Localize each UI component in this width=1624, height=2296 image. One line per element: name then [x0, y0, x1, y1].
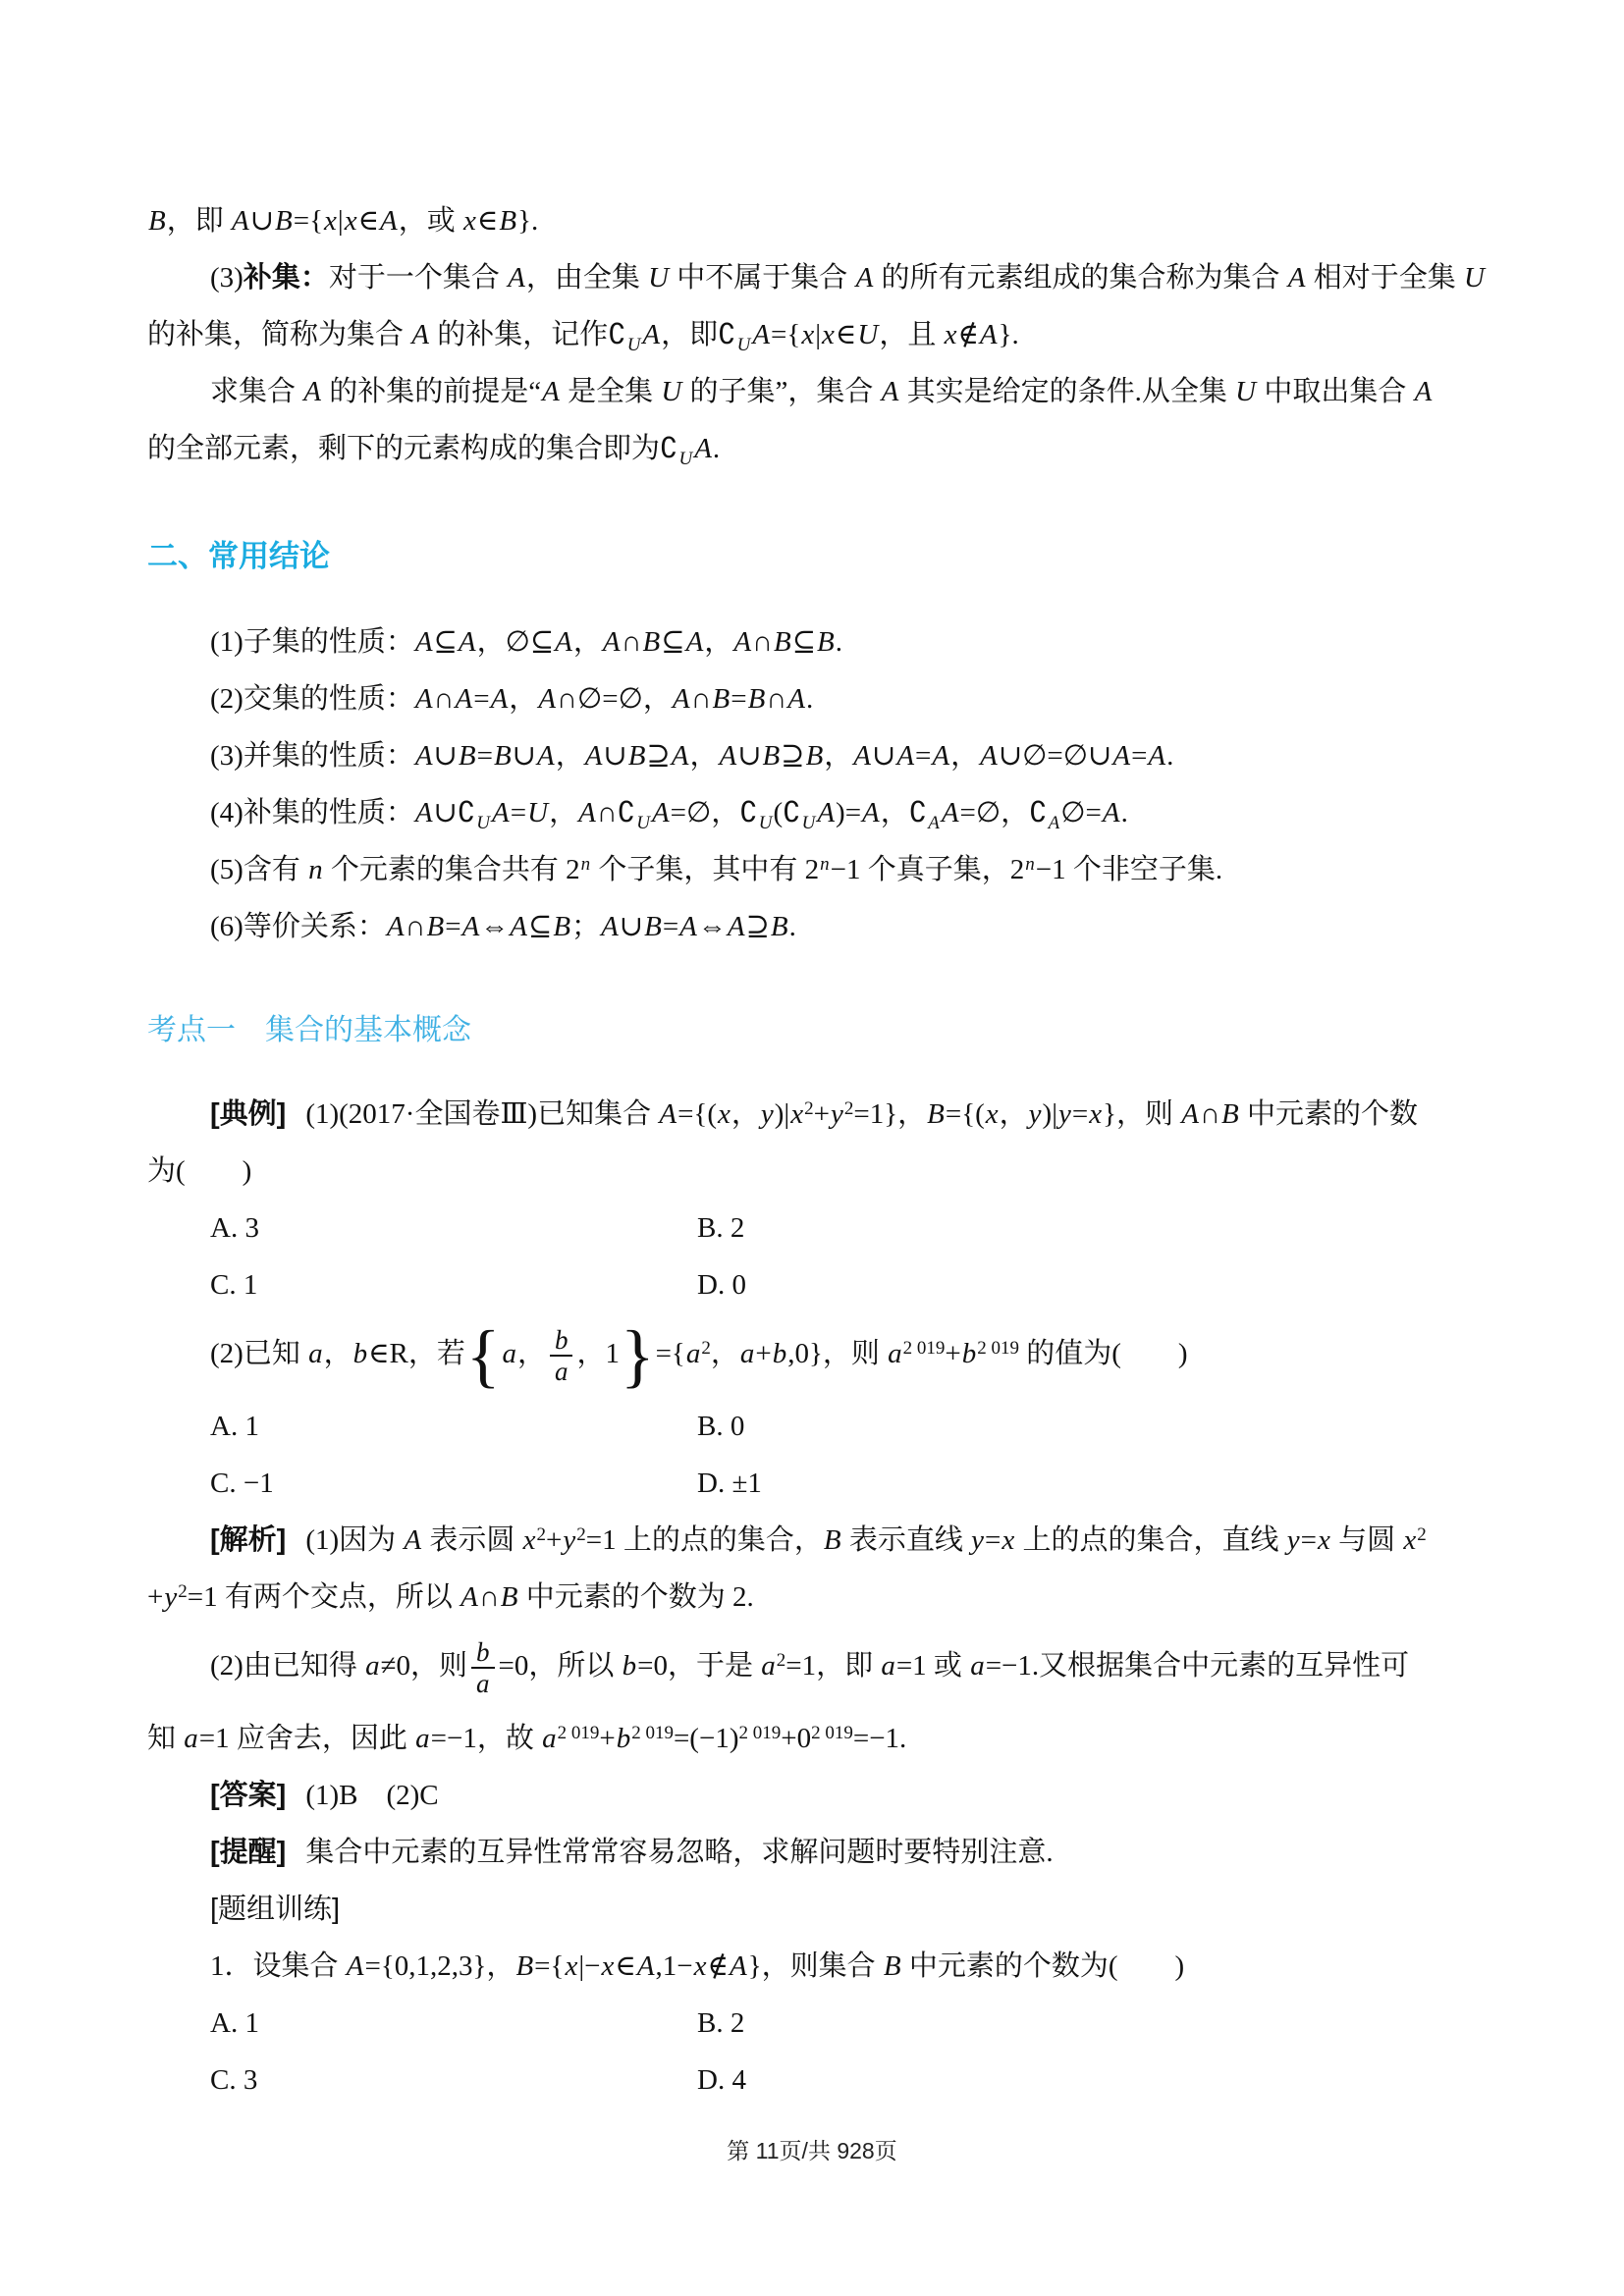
exercise1-option-c: C. 3: [210, 2064, 258, 2096]
solution-line-2: $+y^2=1$ 有两个交点，所以 A∩B 中元素的个数为 2.: [147, 1581, 754, 1613]
exercise-question-1: 1．设集合 A={0,1,2,3}，B={x|−x∈A,1−x∉A}，则集合 B 中元素的个数为( ): [210, 1950, 1185, 1982]
question1-option-b: B. 2: [697, 1212, 745, 1244]
conclusion-item-3: (3)并集的性质：A∪B=B∪A，A∪B⊇A，A∪B⊇B，A∪A=A，A∪∅=∅∪A=A.: [210, 740, 1174, 772]
exercise-group-line: [147, 1881, 1479, 1938]
example-question2-line: [147, 1313, 1479, 1398]
conclusion-item-4: (4)补集的性质：$A\cup∁_UA=U$，$A\cap∁_UA=\emptyset$，$∁_U(∁_UA)=A$，$∁_AA=\emptyset$，$∁_A\emptyset=A$.: [210, 797, 1128, 833]
complement-note-line-1: 求集合 A 的补集的前提是“A 是全集 U 的子集”，集合 A 其实是给定的条件.从全集 U 中取出集合 A: [210, 376, 1433, 407]
answer-label: [答案]: [210, 1780, 287, 1811]
exercise-group-label: [题组训练]: [210, 1894, 341, 1925]
question1-options-row-1: [147, 1200, 1479, 1256]
page-footer: 第 11页/共 928页: [727, 2138, 897, 2163]
reminder-text: 集合中元素的互异性常常容易忽略，求解问题时要特别注意.: [305, 1837, 1054, 1868]
question2-option-a: A. 1: [210, 1411, 259, 1442]
reminder-label: [提醒]: [210, 1837, 287, 1868]
question1-option-c: C. 1: [210, 1269, 258, 1301]
conclusion-item-6: (6)等价关系：A∩B=A⇔A⊆B；A∪B=A⇔A⊇B.: [210, 911, 796, 942]
question2-option-b: B. 0: [697, 1411, 745, 1442]
solution-line-4: 知 a=1 应舍去，因此 a=−1，故 $a^{2 019}+b^{2 019}=(-1)^{2 019}+0^{2 019}=-1$.: [147, 1723, 907, 1754]
answer-text: (1)B (2)C: [305, 1780, 439, 1811]
example-label: [典例]: [210, 1098, 287, 1130]
answer-line: [147, 1767, 1479, 1824]
exercise1-option-a: A. 1: [210, 2007, 259, 2039]
question2-options-row-1: [147, 1398, 1479, 1455]
exercise1-option-b: B. 2: [697, 2007, 745, 2039]
reminder-line: [147, 1824, 1479, 1881]
complement-note-line-2: 的全部元素，剩下的元素构成的集合即为$∁_UA$.: [147, 433, 721, 469]
example-question1-line-1: [147, 1086, 1479, 1143]
complement-definition-line-2: 的补集，简称为集合 A 的补集，记作$∁_UA$，即$∁_UA=\{x|x\in U$，且 x∉A}.: [147, 319, 1019, 355]
question2-option-d: D. ±1: [697, 1468, 762, 1499]
exercise1-options-row-2: [147, 2052, 1479, 2109]
question2-option-c: C. −1: [210, 1468, 274, 1499]
solution-text-1: (1)因为 A 表示圆 $x^2+y^2=1$ 上的点的集合，B 表示直线 y=x 上的点的集合，直线 y=x 与圆 $x^2$: [305, 1524, 1427, 1556]
union-definition-line: B，即 A∪B={x|x∈A，或 x∈B}.: [148, 205, 539, 237]
solution-line-1: [147, 1512, 1479, 1569]
exercise1-options-row-1: [147, 1995, 1479, 2052]
question1-options-row-2: [147, 1256, 1479, 1313]
exercise1-option-d: D. 4: [697, 2064, 746, 2096]
solution-text-3: (2)由已知得 a≠0，则 $\frac{b}{a}$ =0，所以 b=0，于是 $a^2=1$，即 a=1 或 a=−1.又根据集合中元素的互异性可: [210, 1636, 1410, 1698]
conclusion-item-5: (5)含有 n 个元素的集合共有 2$^n$ 个子集，其中有 $2^n-1$ 个真子集，$2^n-1$ 个非空子集.: [210, 854, 1223, 885]
question1-option-d: D. 0: [697, 1269, 746, 1301]
example-question1-text: (1)(2017·全国卷Ⅲ)已知集合 A={(x，$y)|x^2+y^2=1$}，B={(x，y)|y=x}，则 A∩B 中元素的个数: [305, 1098, 1418, 1130]
section-heading-common-conclusions: 二、常用结论: [147, 539, 330, 573]
question1-option-a: A. 3: [210, 1212, 259, 1244]
question2-options-row-2: [147, 1455, 1479, 1512]
solution-line-3: [147, 1626, 1479, 1710]
conclusion-item-2: (2)交集的性质：A∩A=A，A∩∅=∅，A∩B=B∩A.: [210, 683, 814, 715]
example-question1-line-2: 为( ): [147, 1155, 252, 1187]
topic-heading-basic-concepts: 考点一 集合的基本概念: [147, 1014, 471, 1046]
complement-definition-line-1: (3)补集：对于一个集合 A，由全集 U 中不属于集合 A 的所有元素组成的集合称为集合 A 相对于全集 U: [210, 262, 1485, 294]
conclusion-item-1: (1)子集的性质：A⊆A，∅⊆A，A∩B⊆A，A∩B⊆B.: [210, 626, 842, 658]
solution-label: [解析]: [210, 1524, 287, 1556]
example-question2-text: (2)已知 a，b∈R，若{a， $\frac{b}{a}$ ，$1\}=\{a^2$，a+b,0}，则 $a^{2 019}+b^{2 019}$ 的值为( ): [210, 1316, 1188, 1395]
